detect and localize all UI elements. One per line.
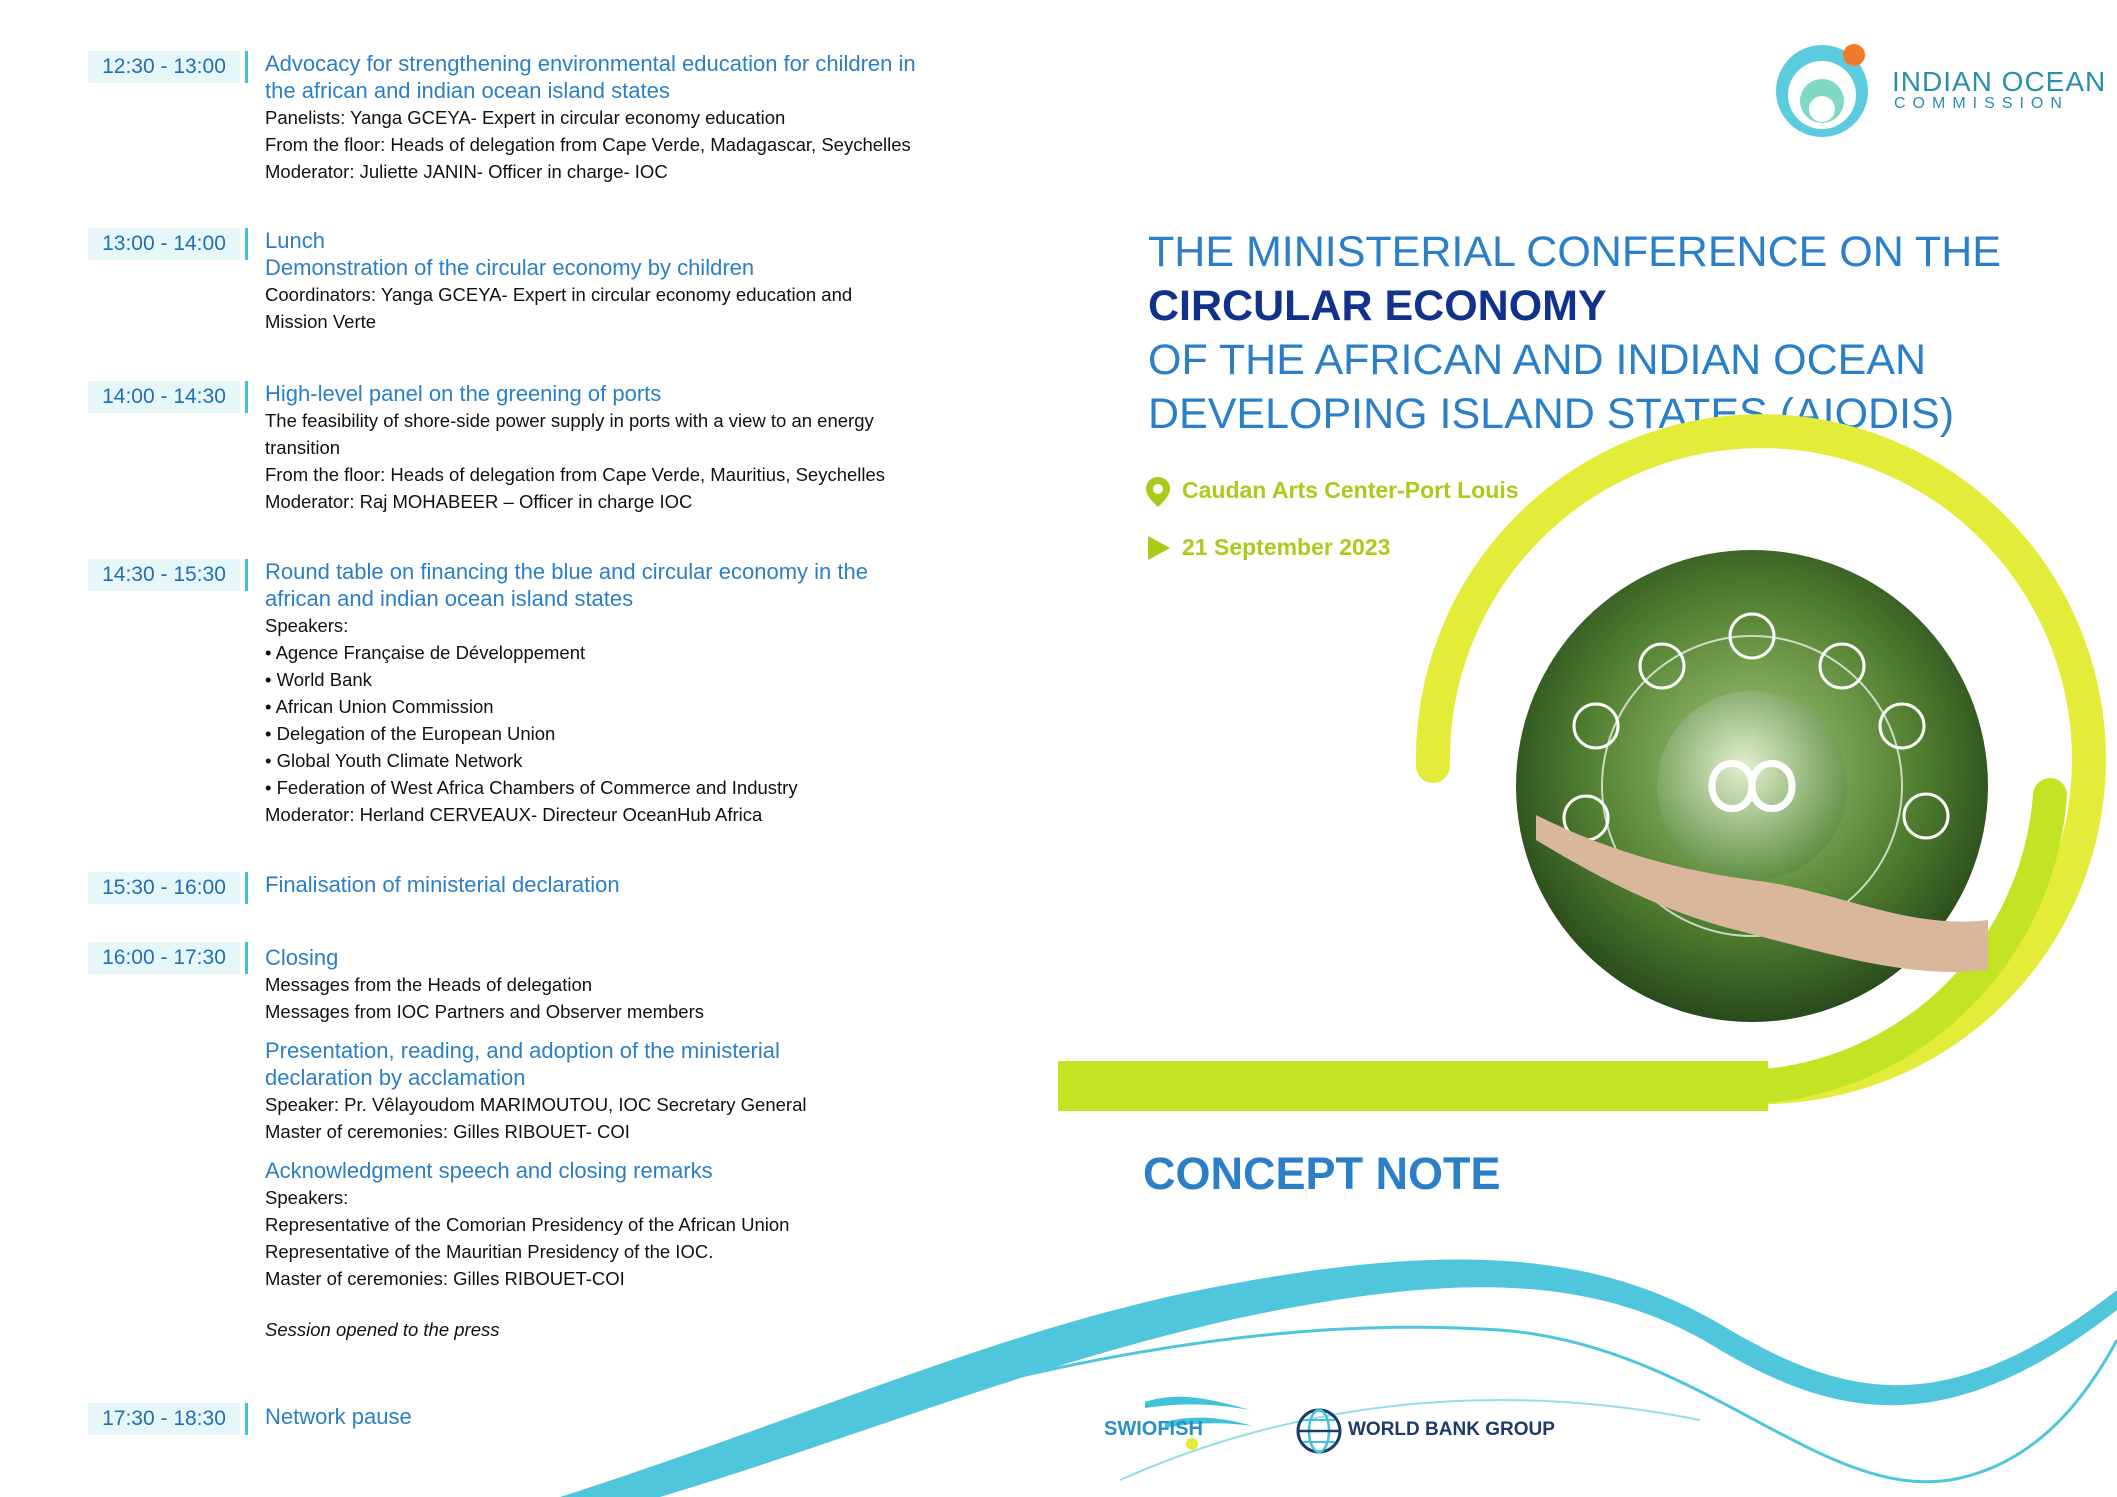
time-slot: 15:30 - 16:00 [88,872,240,904]
swiofish-name: SWIOFISH [1104,1418,1203,1440]
event-date: 21 September 2023 [1182,534,1391,560]
title-line: OF THE AFRICAN AND INDIAN OCEAN [1148,336,1927,384]
session-title: Finalisation of ministerial declaration [265,872,620,897]
session-detail: Moderator: Herland CERVEAUX- Directeur OceanHub Africa [265,804,763,825]
session-title: Demonstration of the circular economy by children [265,255,755,280]
ioc-logo-name: INDIAN OCEAN [1892,66,2107,97]
session-detail: Coordinators: Yanga GCEYA- Expert in circular economy education and [265,284,853,305]
session-note: Session opened to the press [265,1319,500,1340]
time-slot: 13:00 - 14:00 [88,228,240,260]
session-title: Advocacy for strengthening environmental education for children in [265,51,916,76]
session-detail: • Global Youth Climate Network [265,750,523,771]
session-title: Closing [265,945,339,970]
session-detail: From the floor: Heads of delegation from Cape Verde, Mauritius, Seychelles [265,464,886,485]
time-slot: 17:30 - 18:30 [88,1403,240,1435]
world-bank-globe-icon [1295,1407,1343,1460]
title-line: THE MINISTERIAL CONFERENCE ON THE [1148,228,2001,276]
time-slot: 14:30 - 15:30 [88,559,240,591]
time-slot: 16:00 - 17:30 [88,942,240,974]
session-detail: Panelists: Yanga GCEYA- Expert in circular economy education [265,107,786,128]
title-line: DEVELOPING ISLAND STATES (AIODIS) [1148,390,1955,438]
session-title: Network pause [265,1404,412,1429]
session-title: High-level panel on the greening of ports [265,381,662,406]
session-title: Presentation, reading, and adoption of the ministerial [265,1038,780,1063]
session-detail: Speaker: Pr. Vêlayoudom MARIMOUTOU, IOC Secretary General [265,1094,807,1115]
session-title: Acknowledgment speech and closing remarks [265,1158,713,1183]
session-detail: Representative of the Mauritian Presidency of the IOC. [265,1241,714,1262]
session-title: declaration by acclamation [265,1065,526,1090]
session-detail: • Federation of West Africa Chambers of Commerce and Industry [265,777,798,798]
session-detail: The feasibility of shore-side power supply in ports with a view to an energy [265,410,874,431]
session-title: Round table on financing the blue and circular economy in the [265,559,868,584]
session-title: african and indian ocean island states [265,586,634,611]
session-detail: Speakers: [265,615,349,636]
time-slot: 12:30 - 13:00 [88,51,240,83]
title-emphasis: CIRCULAR ECONOMY [1148,282,1607,330]
session-detail: Master of ceremonies: Gilles RIBOUET-COI [265,1268,625,1289]
session-detail: • African Union Commission [265,696,494,717]
time-slot: 14:00 - 14:30 [88,381,240,413]
session-detail: Messages from IOC Partners and Observer members [265,1001,705,1022]
world-bank-name: WORLD BANK GROUP [1348,1419,1555,1440]
concept-note-heading: CONCEPT NOTE [1143,1148,1501,1199]
session-detail: From the floor: Heads of delegation from Cape Verde, Madagascar, Seychelles [265,134,911,155]
session-detail: Representative of the Comorian Presidency of the African Union [265,1214,790,1235]
session-detail: transition [265,437,341,458]
session-detail: Speakers: [265,1187,349,1208]
ioc-logo-subtitle: COMMISSION [1894,95,2069,112]
session-detail: • Delegation of the European Union [265,723,556,744]
session-detail: • Agence Française de Développement [265,642,586,663]
session-detail: Mission Verte [265,311,377,332]
session-title: the african and indian ocean island states [265,78,670,103]
session-detail: • World Bank [265,669,372,690]
session-detail: Messages from the Heads of delegation [265,974,593,995]
session-detail: Moderator: Juliette JANIN- Officer in charge- IOC [265,161,668,182]
session-title: Lunch [265,228,325,253]
event-location: Caudan Arts Center-Port Louis [1182,477,1519,503]
session-detail: Moderator: Raj MOHABEER – Officer in charge IOC [265,491,693,512]
session-detail: Master of ceremonies: Gilles RIBOUET- COI [265,1121,630,1142]
